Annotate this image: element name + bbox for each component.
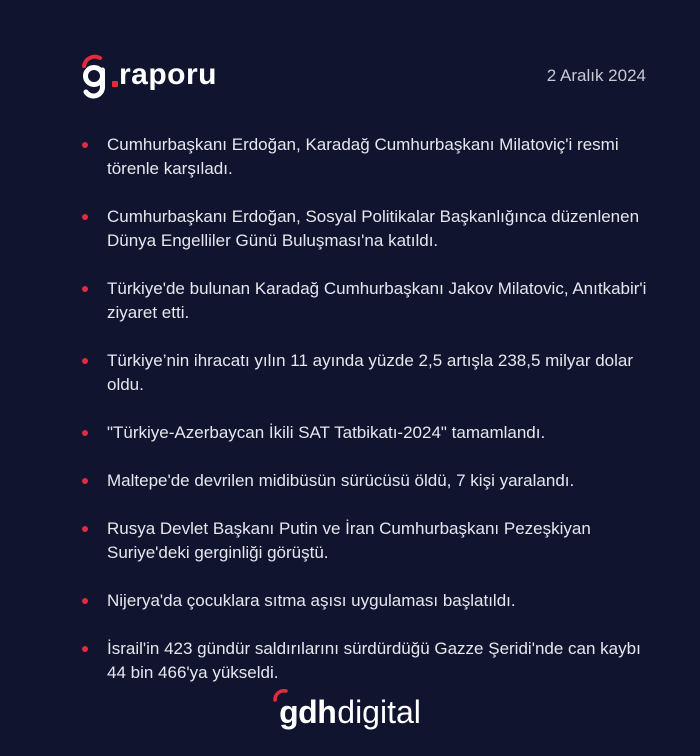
bullet-icon: [82, 478, 88, 484]
logo-arc-icon: [273, 688, 289, 702]
news-text: Nijerya'da çocuklara sıtma aşısı uygulaması başlatıldı.: [107, 591, 516, 610]
news-text: İsrail'in 423 gündür saldırılarını sürdürdüğü Gazze Şeridi'nde can kaybı 44 bin 466'ya yükseldi.: [107, 639, 641, 682]
bullet-icon: [82, 526, 88, 532]
brand-bold: gdh: [279, 694, 337, 730]
news-item: [82, 133, 652, 181]
news-text: Rusya Devlet Başkanı Putin ve İran Cumhurbaşkanı Pezeşkiyan Suriye'deki gerginliği görüştü.: [107, 519, 591, 562]
news-item: [82, 517, 652, 565]
g-logo-icon: [80, 54, 110, 100]
bullet-icon: [82, 358, 88, 364]
header: [0, 0, 700, 110]
bullet-icon: [82, 142, 88, 148]
gdh-digital-logo: [279, 696, 421, 728]
news-text: Cumhurbaşkanı Erdoğan, Sosyal Politikalar Başkanlığınca düzenlenen Dünya Engelliler Günü Buluşması'na katıldı.: [107, 207, 640, 250]
news-text: "Türkiye-Azerbaycan İkili SAT Tatbikatı-2024" tamamlandı.: [107, 423, 546, 442]
brand-text: raporu: [119, 58, 218, 91]
news-text: Türkiye'de bulunan Karadağ Cumhurbaşkanı Jakov Milatovic, Anıtkabir'i ziyaret etti.: [107, 279, 647, 322]
news-item: [82, 277, 652, 325]
news-item: [82, 469, 652, 493]
news-item: [82, 637, 652, 685]
date-label: 2 Aralık 2024: [546, 66, 646, 85]
news-text: Cumhurbaşkanı Erdoğan, Karadağ Cumhurbaşkanı Milatoviç'i resmi törenle karşıladı.: [107, 135, 619, 178]
bullet-icon: [82, 214, 88, 220]
bullet-icon: [82, 598, 88, 604]
brand-light: digital: [337, 694, 421, 730]
bullet-icon: [82, 286, 88, 292]
bullet-icon: [82, 430, 88, 436]
news-text: Maltepe'de devrilen midibüsün sürücüsü öldü, 7 kişi yaralandı.: [107, 471, 575, 490]
news-list: [82, 133, 652, 685]
bullet-icon: [82, 646, 88, 652]
news-item: [82, 421, 652, 445]
footer: [0, 696, 700, 728]
graporu-logo: [80, 50, 217, 100]
news-item: [82, 205, 652, 253]
news-text: Türkiye’nin ihracatı yılın 11 ayında yüzde 2,5 artışla 238,5 milyar dolar oldu.: [107, 351, 634, 394]
news-item: [82, 349, 652, 397]
news-item: [82, 589, 652, 613]
logo-dot: [112, 81, 118, 87]
